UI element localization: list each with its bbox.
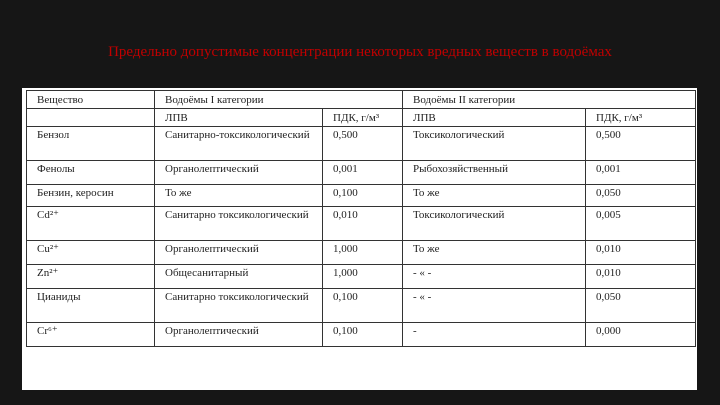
cell-lpv-1: Органолептический [155, 161, 323, 185]
cell-pdk-1: 0,500 [323, 127, 403, 161]
cell-pdk-2: 0,010 [586, 241, 696, 265]
cell-lpv-1: То же [155, 185, 323, 207]
cell-lpv-2: То же [403, 185, 586, 207]
cell-lpv-2: - « - [403, 265, 586, 289]
table-row [27, 207, 696, 241]
table-row [27, 265, 696, 289]
subheader-empty [27, 109, 155, 127]
cell-lpv-2: Токсикологический [403, 127, 586, 161]
cell-substance: Cd²⁺ [27, 207, 155, 241]
cell-substance: Cu²⁺ [27, 241, 155, 265]
table-row [27, 241, 696, 265]
header-category-2: Водоёмы II категории [403, 91, 696, 109]
cell-pdk-2: 0,050 [586, 289, 696, 323]
subheader-pdk-1: ПДК, г/м³ [323, 109, 403, 127]
subheader-lpv-1: ЛПВ [155, 109, 323, 127]
cell-pdk-2: 0,001 [586, 161, 696, 185]
cell-lpv-1: Общесанитарный [155, 265, 323, 289]
subheader-lpv-2: ЛПВ [403, 109, 586, 127]
cell-lpv-2: Рыбохозяйственный [403, 161, 586, 185]
cell-substance: Бензин, керосин [27, 185, 155, 207]
cell-pdk-1: 0,010 [323, 207, 403, 241]
cell-pdk-1: 1,000 [323, 241, 403, 265]
cell-substance: Бензол [27, 127, 155, 161]
slide-title: Предельно допустимые концентрации некоторых вредных веществ в водоёмах [108, 44, 612, 60]
table-row [27, 161, 696, 185]
cell-substance: Цианиды [27, 289, 155, 323]
cell-substance: Zn²⁺ [27, 265, 155, 289]
pdk-table-image [22, 88, 697, 390]
cell-lpv-2: То же [403, 241, 586, 265]
cell-pdk-1: 0,100 [323, 323, 403, 347]
cell-pdk-2: 0,005 [586, 207, 696, 241]
cell-lpv-2: Токсикологический [403, 207, 586, 241]
cell-substance: Фенолы [27, 161, 155, 185]
cell-pdk-2: 0,500 [586, 127, 696, 161]
table-row [27, 323, 696, 347]
cell-lpv-1: Органолептический [155, 323, 323, 347]
header-category-1: Водоёмы I категории [155, 91, 403, 109]
cell-pdk-1: 0,001 [323, 161, 403, 185]
cell-lpv-1: Санитарно токсикологический [155, 207, 323, 241]
pdk-table [26, 90, 696, 347]
cell-pdk-1: 0,100 [323, 289, 403, 323]
cell-pdk-2: 0,000 [586, 323, 696, 347]
table-row [27, 185, 696, 207]
subheader-pdk-2: ПДК, г/м³ [586, 109, 696, 127]
table-header-row [27, 91, 696, 109]
cell-pdk-2: 0,010 [586, 265, 696, 289]
cell-pdk-2: 0,050 [586, 185, 696, 207]
header-substance: Вещество [27, 91, 155, 109]
cell-pdk-1: 0,100 [323, 185, 403, 207]
table-subheader-row [27, 109, 696, 127]
cell-substance: Cr⁶⁺ [27, 323, 155, 347]
cell-lpv-1: Органолептический [155, 241, 323, 265]
cell-lpv-1: Санитарно токсикологический [155, 289, 323, 323]
table-row [27, 127, 696, 161]
cell-lpv-1: Санитарно-токсикологический [155, 127, 323, 161]
table-row [27, 289, 696, 323]
cell-pdk-1: 1,000 [323, 265, 403, 289]
cell-lpv-2: - [403, 323, 586, 347]
cell-lpv-2: - « - [403, 289, 586, 323]
